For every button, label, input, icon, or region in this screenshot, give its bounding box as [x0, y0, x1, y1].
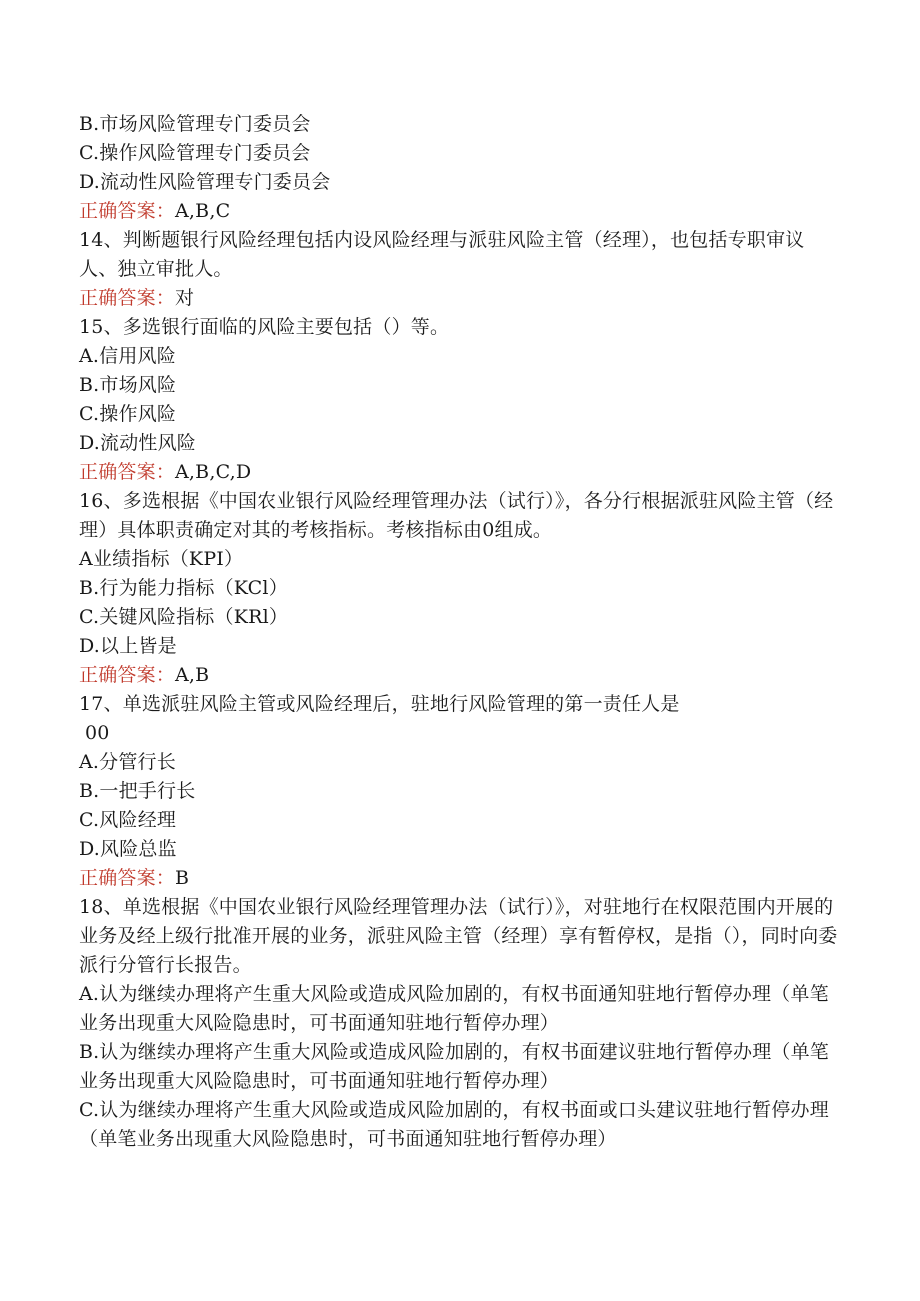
answer-16 [79, 661, 839, 690]
option-b-suggest-suspend: B.认为继续办理将产生重大风险或造成风险加剧的，有权书面建议驻地行暂停办理（单笔业务出现重大风险隐患时，可书面通知驻地行暂停办理） [79, 1041, 830, 1092]
answer-17 [79, 864, 839, 893]
question-17: 17、单选派驻风险主管或风险经理后，驻地行风险管理的第一责任人是 [79, 693, 680, 715]
answer-14 [79, 284, 839, 313]
question-18: 18、单选根据《中国农业银行风险经理管理办法（试行）》，对驻地行在权限范围内开展的业务及经上级行批准开展的业务，派驻风险主管（经理）享有暂停权，是指（），同时向委派行分管行长报告。 [79, 896, 838, 976]
question-15: 15、多选银行面临的风险主要包括（）等。 [79, 316, 450, 338]
answer-value: A,B,C [175, 200, 231, 222]
option-b-president: B.一把手行长 [79, 780, 196, 802]
option-c-oral-suggest-suspend: C.认为继续办理将产生重大风险或造成风险加剧的，有权书面或口头建议驻地行暂停办理（单笔业务出现重大风险隐患时，可书面通知驻地行暂停办理） [79, 1099, 829, 1150]
answer-label: 正确答案： [79, 664, 176, 686]
answer-label: 正确答案： [79, 287, 176, 309]
option-c-kri: C.关键风险指标（KRl） [79, 606, 289, 628]
option-c-operation-risk: C.操作风险 [79, 403, 177, 425]
answer-value: 对 [175, 287, 195, 309]
option-c-operation-committee: C.操作风险管理专门委员会 [79, 142, 311, 164]
option-d-liquidity-risk: D.流动性风险 [79, 432, 196, 454]
option-a-kpi: A业绩指标（KPI） [79, 548, 244, 570]
option-c-risk-manager: C.风险经理 [79, 809, 177, 831]
option-a-credit-risk: A.信用风险 [79, 345, 176, 367]
option-b-market-committee: B.市场风险管理专门委员会 [79, 113, 311, 135]
answer-label: 正确答案： [79, 867, 176, 889]
answer-value: A,B [175, 664, 210, 686]
option-b-market-risk: B.市场风险 [79, 374, 177, 396]
option-d-liquidity-committee: D.流动性风险管理专门委员会 [79, 171, 331, 193]
option-a-notify-suspend: A.认为继续办理将产生重大风险或造成风险加剧的，有权书面通知驻地行暂停办理（单笔业务出现重大风险隐患时，可书面通知驻地行暂停办理） [79, 983, 829, 1034]
answer-15 [79, 458, 839, 487]
answer-value: A,B,C,D [175, 461, 252, 483]
answer-value: B [175, 867, 190, 889]
option-a-deputy-president: A.分管行长 [79, 751, 176, 773]
answer-label: 正确答案： [79, 461, 176, 483]
option-b-kci: B.行为能力指标（KCl） [79, 577, 288, 599]
document-page [79, 110, 839, 1154]
question-16: 16、多选根据《中国农业银行风险经理管理办法（试行）》，各分行根据派驻风险主管（经理）具体职责确定对其的考核指标。考核指标由0组成。 [79, 490, 834, 541]
question-17-continuation: 00 [85, 722, 110, 744]
answer-label: 正确答案： [79, 200, 176, 222]
option-d-all: D.以上皆是 [79, 635, 177, 657]
question-14: 14、判断题银行风险经理包括内设风险经理与派驻风险主管（经理），也包括专职审议人、独立审批人。 [79, 229, 805, 280]
answer-13 [79, 197, 839, 226]
option-d-risk-director: D.风险总监 [79, 838, 177, 860]
